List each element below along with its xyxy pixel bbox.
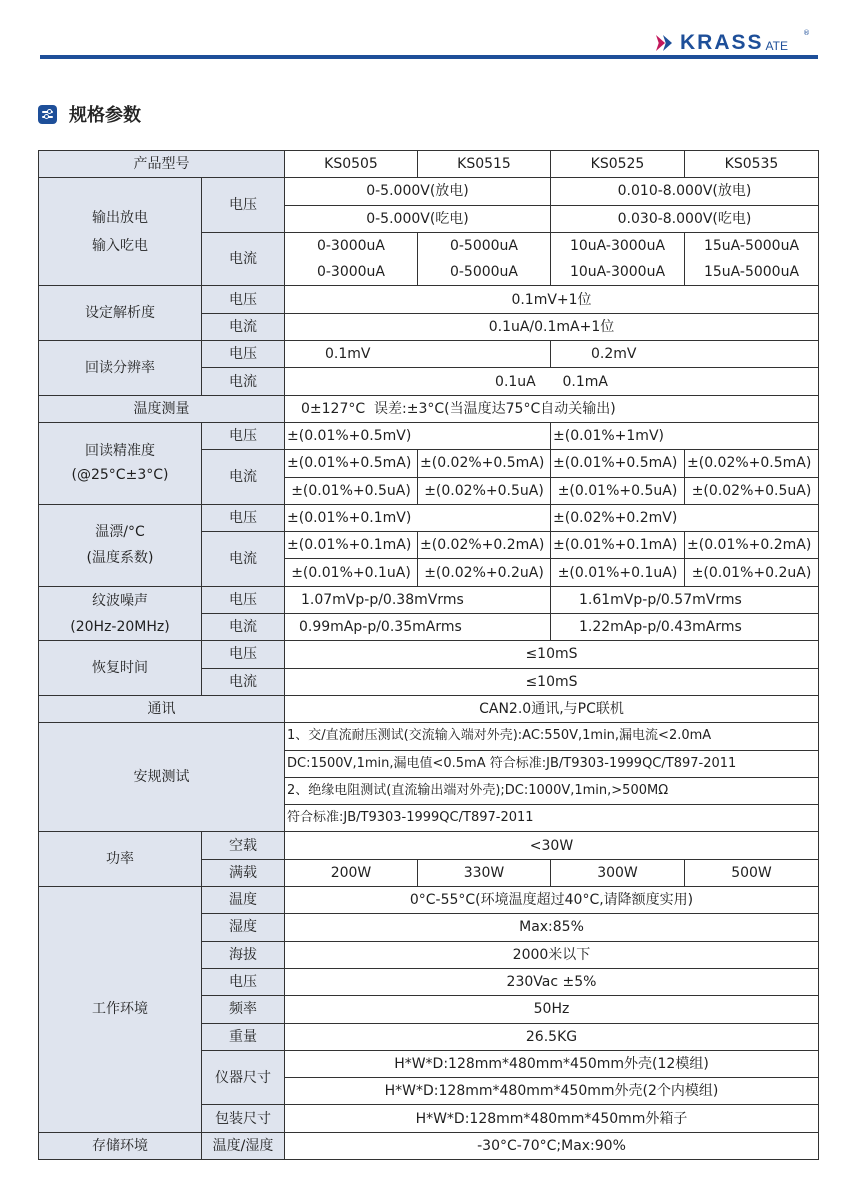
value-cell: ±(0.01%+0.2uA) xyxy=(685,559,819,586)
table-row xyxy=(39,723,819,750)
storage-key: 温度/湿度 xyxy=(202,1132,285,1159)
value-cell: 2000米以下 xyxy=(285,941,819,968)
brand-mark-icon xyxy=(656,33,678,53)
storage-label: 存储环境 xyxy=(39,1132,202,1159)
env-key: 湿度 xyxy=(202,914,285,941)
comm-label: 通讯 xyxy=(39,695,285,722)
value-cell: 1.61mVp-p/0.57mVrms xyxy=(551,586,819,613)
value-cell: Max:85% xyxy=(285,914,819,941)
value-cell: 0-3000uA xyxy=(285,259,418,286)
value-cell: 0.1mV xyxy=(285,341,551,368)
brand-registered-mark: ® xyxy=(803,29,810,37)
recovery-label: 恢复时间 xyxy=(39,641,202,696)
value-cell: 50Hz xyxy=(285,996,819,1023)
readback-accuracy-label xyxy=(39,422,202,504)
model-cell: KS0515 xyxy=(418,151,551,178)
value-cell: -30°C-70°C;Max:90% xyxy=(285,1132,819,1159)
table-row xyxy=(39,341,819,368)
value-cell: 0.2mV xyxy=(551,341,819,368)
drift-label-line: 温漂/°C xyxy=(95,524,145,541)
drift-label-line: (温度系数) xyxy=(86,550,154,567)
table-row xyxy=(39,286,819,313)
value-cell: ±(0.02%+0.5mA) xyxy=(685,450,819,477)
section-header xyxy=(38,101,141,127)
value-cell: ±(0.01%+0.5uA) xyxy=(551,477,685,504)
table-row xyxy=(39,395,819,422)
value-cell: 0.030-8.000V(吃电) xyxy=(551,205,819,232)
voltage-label: 电压 xyxy=(202,178,285,233)
idle-label: 空载 xyxy=(202,832,285,859)
current-label: 电流 xyxy=(202,614,285,641)
current-label: 电流 xyxy=(202,313,285,340)
brand-name: KRASS xyxy=(680,31,764,54)
env-key: 重量 xyxy=(202,1023,285,1050)
safety-line: DC:1500V,1min,漏电值<0.5mA 符合标准:JB/T9303-1999QC/T897-2011 xyxy=(285,750,819,777)
voltage-label: 电压 xyxy=(202,641,285,668)
table-row xyxy=(39,887,819,914)
value-cell: 0±127°C 误差:±3°C(当温度达75°C自动关输出) xyxy=(285,395,819,422)
value-cell: 0-5000uA xyxy=(418,259,551,286)
value-cell: 1.22mAp-p/0.43mArms xyxy=(551,614,819,641)
set-resolution-label: 设定解析度 xyxy=(39,286,202,341)
full-load-label: 满载 xyxy=(202,859,285,886)
value-cell: 26.5KG xyxy=(285,1023,819,1050)
spec-table xyxy=(38,150,819,1160)
instrument-size-label: 仪器尺寸 xyxy=(202,1050,285,1105)
value-cell: ±(0.01%+0.1mA) xyxy=(551,532,685,559)
value-cell: ±(0.01%+0.5mV) xyxy=(285,422,551,449)
value-cell: ±(0.01%+1mV) xyxy=(551,422,819,449)
ripple-label xyxy=(39,586,202,641)
value-cell: 1.07mVp-p/0.38mVrms xyxy=(285,586,551,613)
value-cell: ±(0.02%+0.2mA) xyxy=(418,532,551,559)
env-key: 电压 xyxy=(202,968,285,995)
current-label: 电流 xyxy=(202,368,285,395)
value-cell: ≤10mS xyxy=(285,668,819,695)
ripple-label-line: (20Hz-20MHz) xyxy=(70,618,170,635)
value-cell: H*W*D:128mm*480mm*450mm外箱子 xyxy=(285,1105,819,1132)
safety-label: 安规测试 xyxy=(39,723,285,832)
output-label-line: 输入吃电 xyxy=(92,237,148,254)
value-cell: 0-5000uA xyxy=(418,232,551,259)
current-label: 电流 xyxy=(202,668,285,695)
brand-logo xyxy=(656,29,810,54)
value-cell: 0°C-55°C(环境温度超过40°C,请降额度实用) xyxy=(285,887,819,914)
value-cell: ±(0.01%+0.1mA) xyxy=(285,532,418,559)
env-key: 海拔 xyxy=(202,941,285,968)
value-cell: CAN2.0通讯,与PC联机 xyxy=(285,695,819,722)
value-cell: ±(0.02%+0.5uA) xyxy=(418,477,551,504)
value-cell: ±(0.01%+0.1uA) xyxy=(551,559,685,586)
env-key: 温度 xyxy=(202,887,285,914)
table-row xyxy=(39,504,819,531)
value-cell: 500W xyxy=(685,859,819,886)
voltage-label: 电压 xyxy=(202,286,285,313)
value-cell: 0.1mV+1位 xyxy=(285,286,819,313)
value-cell: 0-5.000V(吃电) xyxy=(285,205,551,232)
value-cell: ±(0.01%+0.1uA) xyxy=(285,559,418,586)
value-cell: ±(0.02%+0.2uA) xyxy=(418,559,551,586)
table-row xyxy=(39,422,819,449)
brand-suffix: ATE xyxy=(765,39,788,53)
value-cell: 15uA-5000uA xyxy=(685,259,819,286)
accuracy-label-line: (@25°C±3°C) xyxy=(71,467,169,484)
value-cell: ±(0.02%+0.5uA) xyxy=(685,477,819,504)
power-label: 功率 xyxy=(39,832,202,887)
accuracy-label-line: 回读精准度 xyxy=(85,443,155,460)
temperature-label: 温度测量 xyxy=(39,395,285,422)
table-row xyxy=(39,832,819,859)
settings-sliders-icon xyxy=(38,105,57,124)
environment-label: 工作环境 xyxy=(39,887,202,1133)
output-label-line: 输出放电 xyxy=(92,209,148,226)
output-label xyxy=(39,178,202,286)
current-label: 电流 xyxy=(202,532,285,587)
value-cell: 230Vac ±5% xyxy=(285,968,819,995)
value-cell: 0-3000uA xyxy=(285,232,418,259)
value-cell: H*W*D:128mm*480mm*450mm外壳(2个内模组) xyxy=(285,1078,819,1105)
ripple-label-line: 纹波噪声 xyxy=(92,592,148,609)
package-size-label: 包装尺寸 xyxy=(202,1105,285,1132)
value-cell: <30W xyxy=(285,832,819,859)
value-cell: 15uA-5000uA xyxy=(685,232,819,259)
temp-drift-label xyxy=(39,504,202,586)
value-cell: ±(0.02%+0.2mV) xyxy=(551,504,819,531)
current-label: 电流 xyxy=(202,450,285,505)
model-cell: KS0535 xyxy=(685,151,819,178)
value-cell: ±(0.01%+0.5uA) xyxy=(285,477,418,504)
value-cell: 10uA-3000uA xyxy=(551,259,685,286)
voltage-label: 电压 xyxy=(202,422,285,449)
model-cell: KS0505 xyxy=(285,151,418,178)
value-cell: 0.1uA/0.1mA+1位 xyxy=(285,313,819,340)
voltage-label: 电压 xyxy=(202,341,285,368)
header-rule xyxy=(40,55,818,59)
value-cell: H*W*D:128mm*480mm*450mm外壳(12模组) xyxy=(285,1050,819,1077)
value-cell: ±(0.01%+0.5mA) xyxy=(285,450,418,477)
section-title: 规格参数 xyxy=(69,105,141,126)
table-row xyxy=(39,178,819,205)
voltage-label: 电压 xyxy=(202,586,285,613)
value-cell: ±(0.02%+0.5mA) xyxy=(418,450,551,477)
value-cell: 300W xyxy=(551,859,685,886)
value-cell: 330W xyxy=(418,859,551,886)
current-label: 电流 xyxy=(202,232,285,286)
safety-line: 2、绝缘电阻测试(直流输出端对外壳);DC:1000V,1min,>500MΩ xyxy=(285,777,819,804)
readback-resolution-label: 回读分辨率 xyxy=(39,341,202,396)
value-cell: 0.99mAp-p/0.35mArms xyxy=(285,614,551,641)
value-cell: ≤10mS xyxy=(285,641,819,668)
table-row xyxy=(39,695,819,722)
model-cell: KS0525 xyxy=(551,151,685,178)
value-cell: 10uA-3000uA xyxy=(551,232,685,259)
value-cell: 0.010-8.000V(放电) xyxy=(551,178,819,205)
model-label: 产品型号 xyxy=(39,151,285,178)
value-cell: 0.1uA 0.1mA xyxy=(285,368,819,395)
value-cell: ±(0.01%+0.1mV) xyxy=(285,504,551,531)
voltage-label: 电压 xyxy=(202,504,285,531)
value-cell: ±(0.01%+0.2mA) xyxy=(685,532,819,559)
table-row xyxy=(39,151,819,178)
table-row xyxy=(39,1132,819,1159)
value-cell: ±(0.01%+0.5mA) xyxy=(551,450,685,477)
value-cell: 200W xyxy=(285,859,418,886)
safety-line: 1、交/直流耐压测试(交流输入端对外壳):AC:550V,1min,漏电流<2.0mA xyxy=(285,723,819,750)
table-row xyxy=(39,586,819,613)
safety-line: 符合标准:JB/T9303-1999QC/T897-2011 xyxy=(285,805,819,832)
env-key: 频率 xyxy=(202,996,285,1023)
table-row xyxy=(39,641,819,668)
value-cell: 0-5.000V(放电) xyxy=(285,178,551,205)
